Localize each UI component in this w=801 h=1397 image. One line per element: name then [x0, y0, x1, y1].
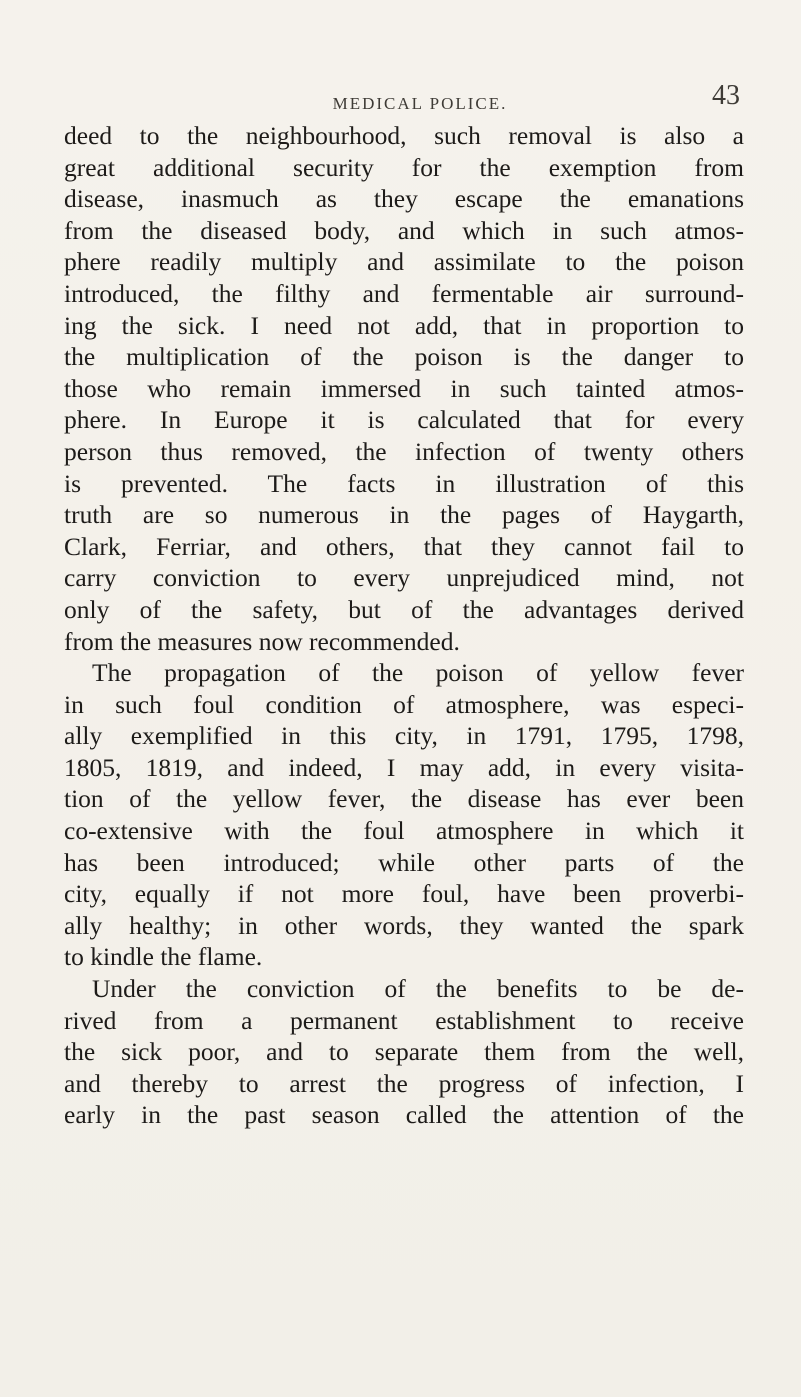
page-header	[60, 74, 740, 113]
text-line: rived from a permanent establishment to receive	[64, 1005, 744, 1035]
text-line: phere. In Europe it is calculated that for every	[64, 405, 744, 435]
text-line: tion of the yellow fever, the disease has ever been	[64, 784, 744, 814]
text-line: is prevented. The facts in illustration of this	[64, 468, 744, 498]
text-line: to kindle the flame.	[64, 942, 263, 972]
text-line: The propagation of the poison of yellow fever	[92, 658, 744, 688]
text-line: co-extensive with the foul atmosphere in which it	[64, 816, 744, 846]
text-line: the sick poor, and to separate them from the well,	[64, 1037, 744, 1067]
text-line: has been introduced; while other parts of the	[64, 847, 744, 877]
text-line: in such foul condition of atmosphere, was especi-	[64, 689, 744, 719]
text-line: from the measures now recommended.	[64, 626, 460, 656]
text-line: 1805, 1819, and indeed, I may add, in every visita-	[64, 752, 744, 782]
text-line: city, equally if not more foul, have been proverbi-	[64, 879, 744, 909]
text-line: phere readily multiply and assimilate to the poison	[64, 247, 744, 277]
text-line: disease, inasmuch as they escape the emanations	[64, 184, 744, 214]
text-line: only of the safety, but of the advantages derived	[64, 594, 744, 624]
text-line: carry conviction to every unprejudiced mind, not	[64, 563, 744, 593]
text-line: person thus removed, the infection of twenty others	[64, 436, 744, 466]
text-line: introduced, the filthy and fermentable air surround-	[64, 278, 744, 308]
text-line: Clark, Ferriar, and others, that they cannot fail to	[64, 531, 744, 561]
text-line: the multiplication of the poison is the danger to	[64, 342, 744, 372]
running-head: MEDICAL POLICE.	[332, 94, 508, 113]
text-line: Under the conviction of the benefits to be de-	[92, 974, 744, 1004]
text-line: ing the sick. I need not add, that in proportion to	[64, 310, 744, 340]
text-line: deed to the neighbourhood, such removal is also a	[64, 121, 744, 150]
text-line: those who remain immersed in such tainted atmos-	[64, 373, 744, 403]
text-line: truth are so numerous in the pages of Haygarth,	[64, 500, 744, 530]
text-line: ally healthy; in other words, they wanted the spark	[64, 910, 744, 940]
text-line: from the diseased body, and which in such atmos-	[64, 215, 744, 245]
text-line: great additional security for the exemption from	[64, 152, 744, 182]
page-number: 43	[712, 80, 740, 111]
body-text	[64, 120, 744, 1131]
text-line: and thereby to arrest the progress of infection, I	[64, 1068, 744, 1098]
text-line: early in the past season called the attention of the	[64, 1100, 744, 1130]
text-line: ally exemplified in this city, in 1791, 1795, 1798,	[64, 721, 744, 751]
